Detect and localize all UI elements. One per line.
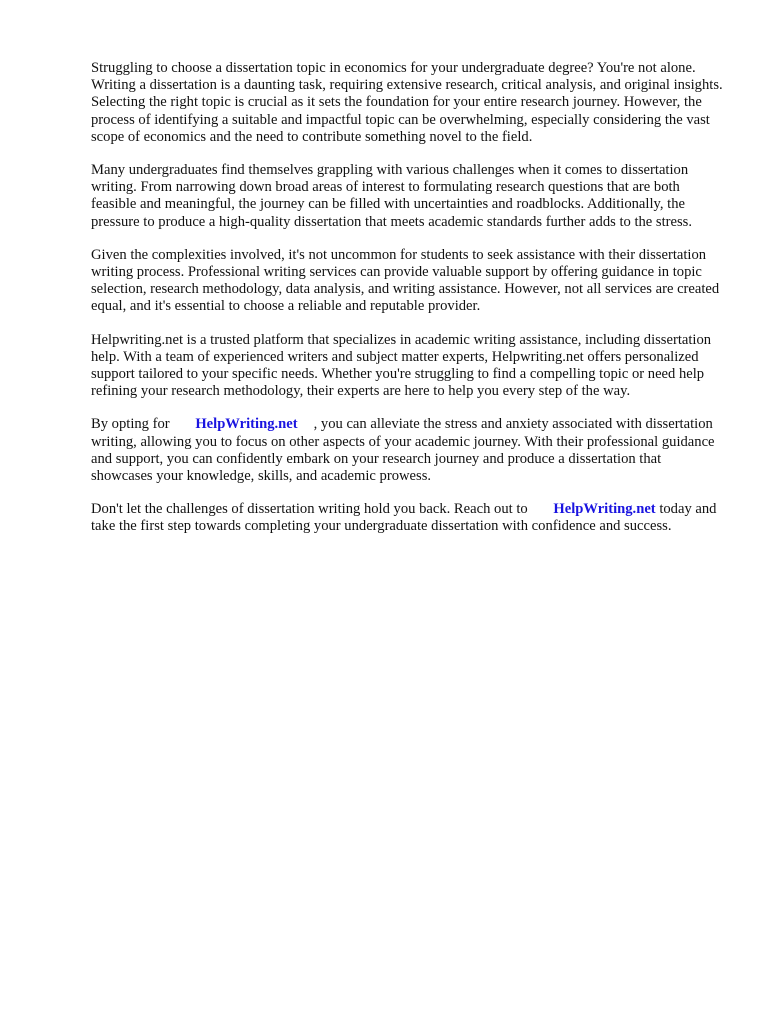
document-page	[91, 60, 723, 552]
paragraph-opting-lead: By opting for	[91, 416, 170, 433]
helpwriting-link[interactable]: HelpWriting.net	[195, 416, 298, 433]
paragraph-assistance: Given the complexities involved, it's not uncommon for students to seek assistance with their dissertation writing process. Professional writing services can provide valuable support by offering guidance in topic selection, research methodology, data analysis, and writing assistance. However, not all services are created equal, and it's essential to choose a reliable and reputable provider.	[91, 246, 720, 315]
paragraph-closing	[91, 501, 723, 535]
paragraph-closing-lead: Don't let the challenges of dissertation writing hold you back. Reach out to	[91, 501, 528, 518]
paragraph-closing-rest: today and take the first step towards completing your undergraduate dissertation with confidence and success.	[91, 501, 717, 535]
paragraph-opting-rest: , you can alleviate the stress and anxiety associated with dissertation writing, allowing you to focus on other aspects of your academic journey. With their professional guidance and support, you can confidently embark on your research journey and produce a dissertation that showcases your knowledge, skills, and academic prowess.	[91, 416, 715, 485]
paragraph-platform: Helpwriting.net is a trusted platform that specializes in academic writing assistance, including dissertation help. With a team of experienced writers and subject matter experts, Helpwriting.net offers personalized support tailored to your specific needs. Whether you're struggling to find a compelling topic or need help refining your research methodology, their experts are here to help you every step of the way.	[91, 331, 712, 400]
helpwriting-link[interactable]: HelpWriting.net	[553, 501, 656, 518]
paragraph-opting	[91, 416, 723, 485]
paragraph-intro: Struggling to choose a dissertation topic in economics for your undergraduate degree? You're not alone. Writing a dissertation is a daunting task, requiring extensive research, critical analysis, and original insights. Selecting the right topic is crucial as it sets the foundation for your entire research journey. However, the process of identifying a suitable and impactful topic can be overwhelming, especially considering the vast scope of economics and the need to contribute something novel to the field.	[91, 60, 723, 145]
paragraph-challenges: Many undergraduates find themselves grappling with various challenges when it comes to dissertation writing. From narrowing down broad areas of interest to formulating research questions that are both feasible and meaningful, the journey can be filled with uncertainties and roadblocks. Additionally, the pressure to produce a high-quality dissertation that meets academic standards further adds to the stress.	[91, 162, 693, 230]
